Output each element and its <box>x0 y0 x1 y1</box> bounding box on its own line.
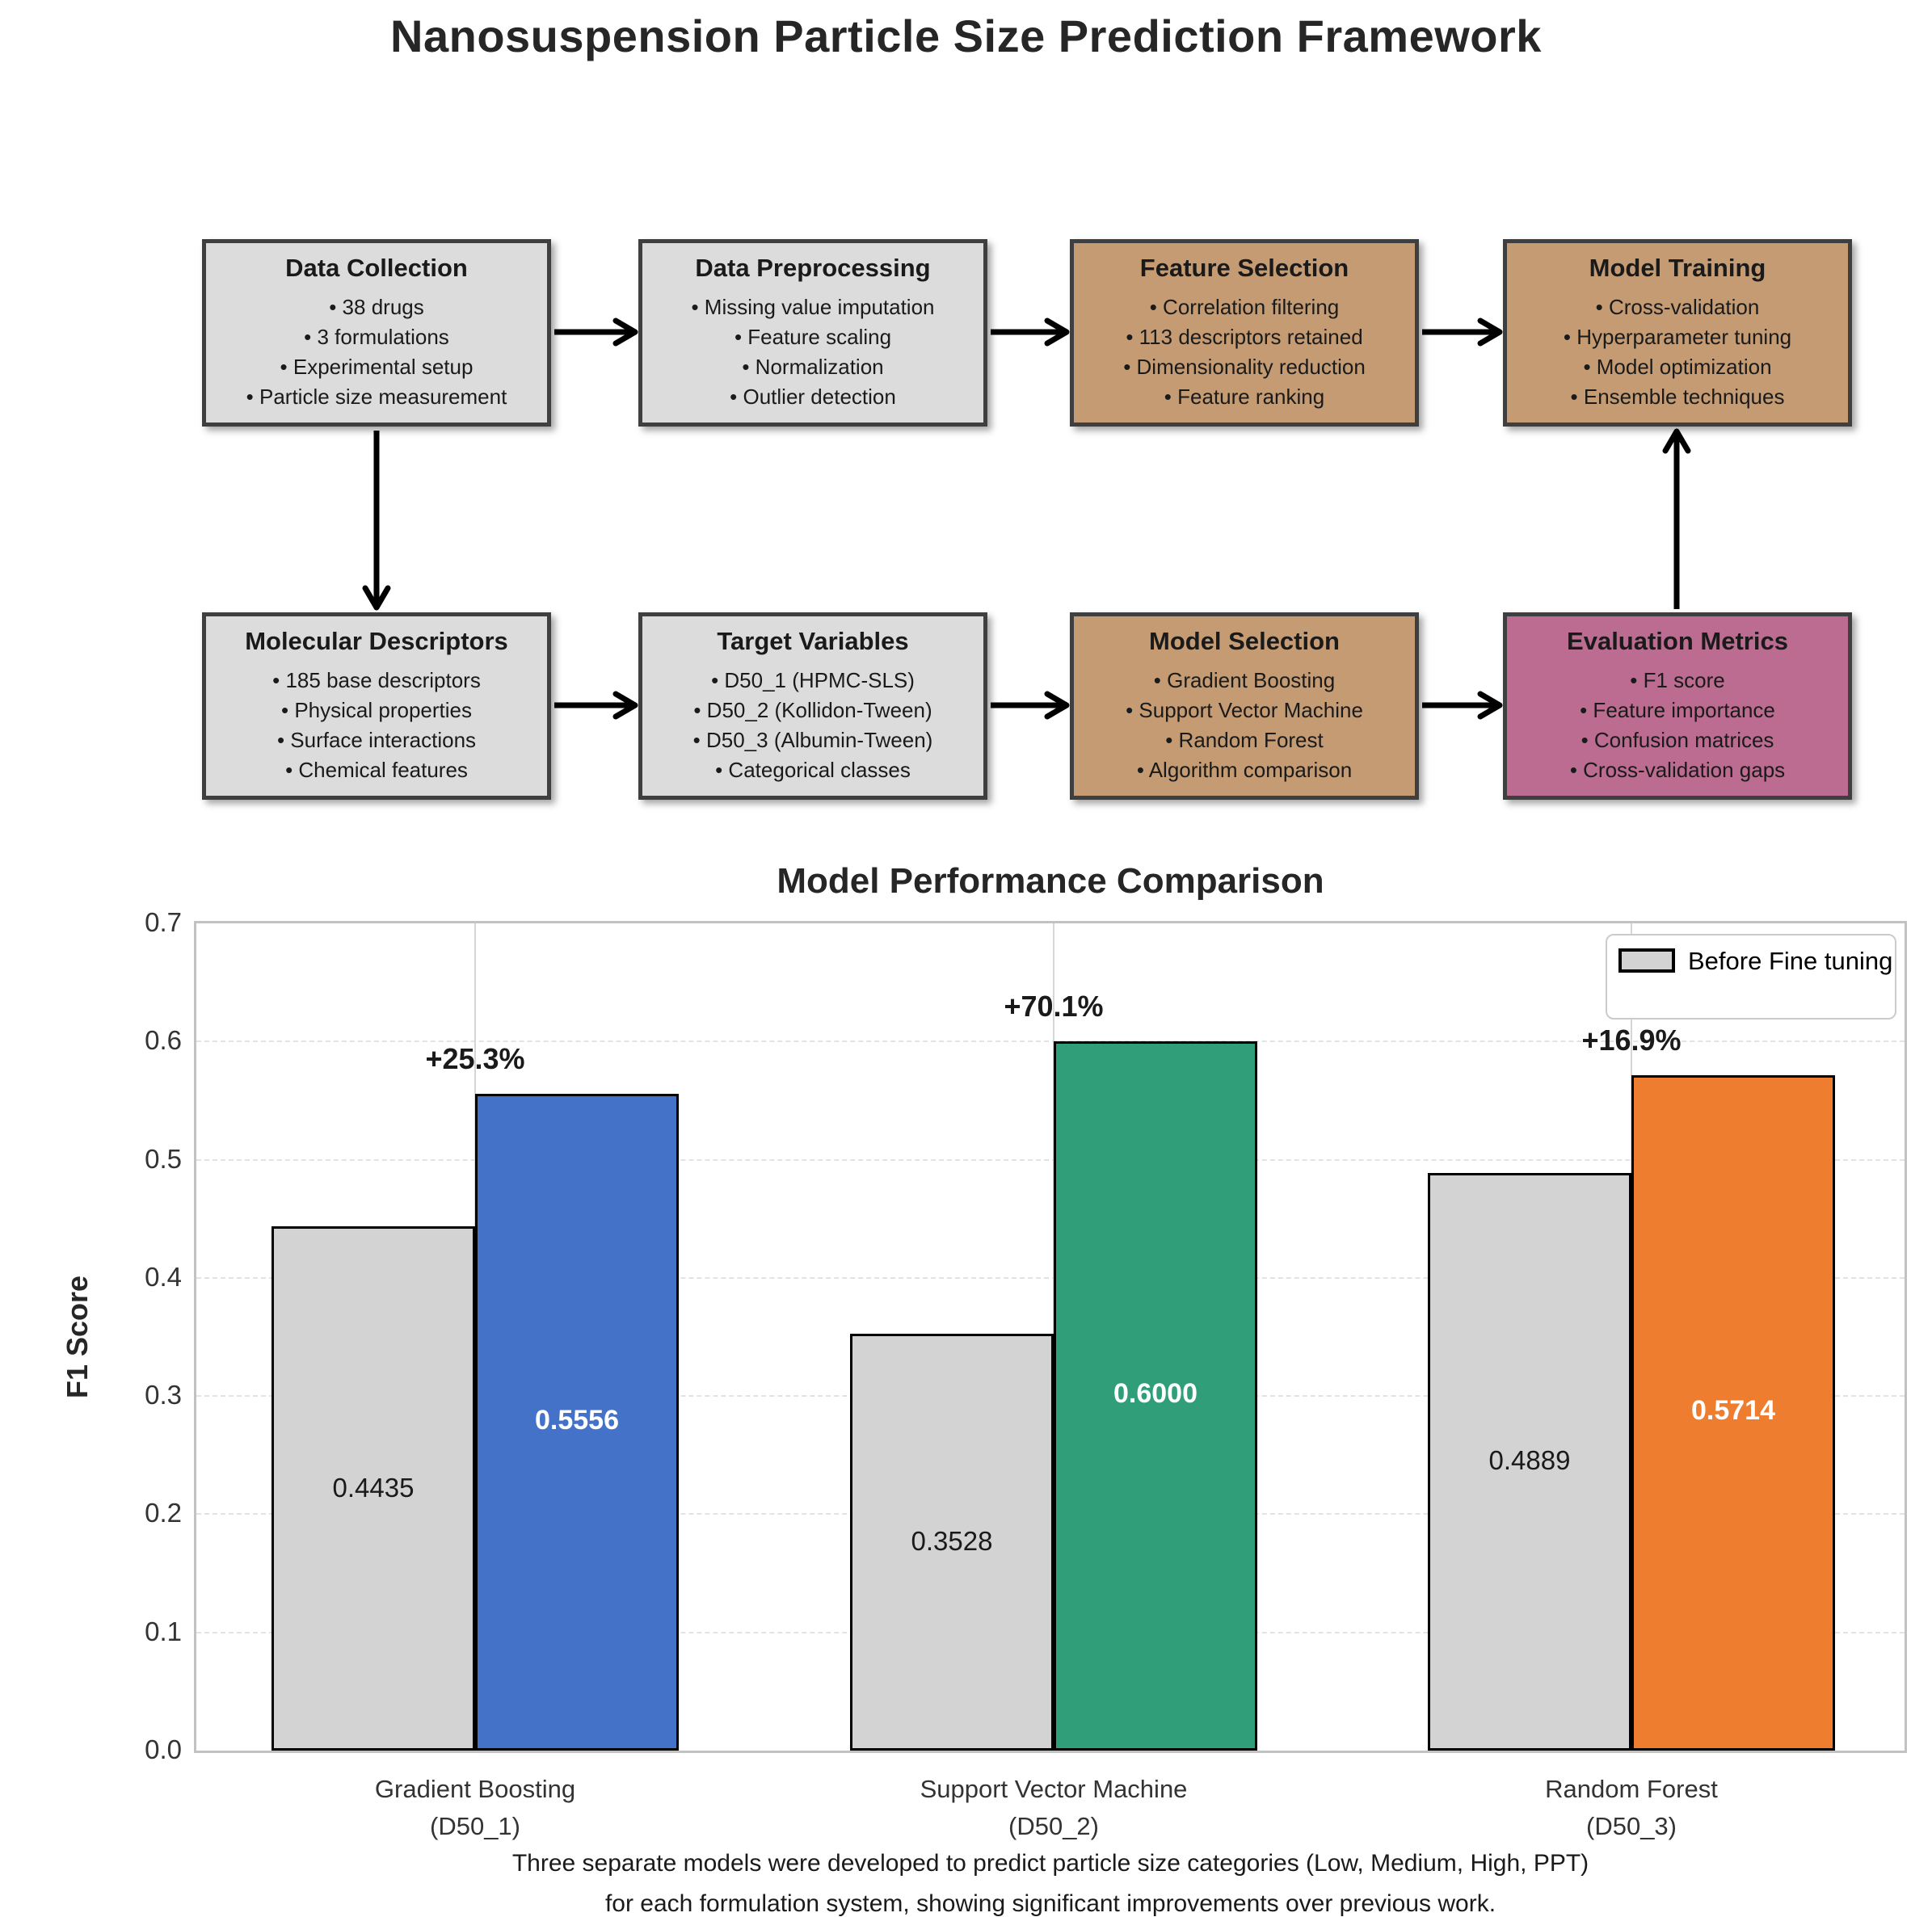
chart-title: Model Performance Comparison <box>777 861 1324 901</box>
caption-line-2: for each formulation system, showing significant improvements over previous work. <box>604 1890 1496 1917</box>
box-item: • D50_2 (Kollidon-Tween) <box>693 698 932 722</box>
box-title: Molecular Descriptors <box>245 627 508 655</box>
y-tick-label: 0.4 <box>145 1261 182 1292</box>
box-items <box>206 666 547 785</box>
legend-label: Before Fine tuning <box>1688 947 1893 975</box>
y-tick-label: 0.3 <box>145 1380 182 1410</box>
box-title: Feature Selection <box>1139 254 1349 282</box>
box-item: • Physical properties <box>281 698 472 722</box>
bar-value-label: 0.5556 <box>535 1404 619 1436</box>
y-axis-label: F1 Score <box>61 1275 94 1399</box>
box-item: • Correlation filtering <box>1149 295 1340 319</box>
box-item: • Normalization <box>742 355 884 379</box>
box-title: Model Training <box>1589 254 1766 282</box>
flowchart-box-data-preprocessing <box>638 239 987 427</box>
improvement-annotation: +70.1% <box>1004 990 1104 1024</box>
box-items <box>642 666 983 785</box>
flowchart-box-target-variables <box>638 612 987 800</box>
box-items <box>1074 666 1415 785</box>
box-title: Data Preprocessing <box>695 254 931 282</box>
x-tick-label-line: (D50_2) <box>1008 1812 1099 1840</box>
legend <box>1606 934 1896 1019</box>
box-item: • Confusion matrices <box>1581 728 1774 752</box>
box-items <box>1507 666 1848 785</box>
box-item: • Random Forest <box>1165 728 1324 752</box>
box-item: • 38 drugs <box>329 295 424 319</box>
box-title: Data Collection <box>285 254 468 282</box>
box-title: Model Selection <box>1149 627 1340 655</box>
figure-caption <box>194 1843 1907 1917</box>
box-item: • Outlier detection <box>730 385 896 409</box>
bar-value-label: 0.3528 <box>911 1525 993 1556</box>
legend-swatch-before <box>1618 948 1675 973</box>
box-item: • D50_1 (HPMC-SLS) <box>711 668 915 692</box>
x-tick-label <box>852 1771 1256 1845</box>
x-tick-label-line: Gradient Boosting <box>374 1775 576 1803</box>
box-item: • Feature ranking <box>1164 385 1325 409</box>
box-title: Evaluation Metrics <box>1567 627 1788 655</box>
box-item: • Hyperparameter tuning <box>1563 325 1792 349</box>
flowchart-box-evaluation-metrics <box>1503 612 1852 800</box>
box-item: • Experimental setup <box>280 355 474 379</box>
bar-value-label: 0.5714 <box>1691 1395 1775 1427</box>
y-tick-label: 0.6 <box>145 1025 182 1056</box>
box-item: • Cross-validation <box>1595 295 1760 319</box>
flowchart-box-feature-selection <box>1070 239 1419 427</box>
y-tick-label: 0.0 <box>145 1734 182 1764</box>
y-tick-label: 0.1 <box>145 1616 182 1646</box>
box-title: Target Variables <box>717 627 909 655</box>
figure-title: Nanosuspension Particle Size Prediction Framework <box>390 11 1542 61</box>
box-item: • Ensemble techniques <box>1570 385 1785 409</box>
flowchart-box-model-training <box>1503 239 1852 427</box>
box-item: • Surface interactions <box>276 728 477 752</box>
x-tick-label-line: (D50_1) <box>430 1812 520 1840</box>
box-item: • Chemical features <box>285 758 468 782</box>
box-items <box>206 292 547 412</box>
box-item: • 113 descriptors retained <box>1126 325 1363 349</box>
x-tick-label <box>1429 1771 1833 1845</box>
improvement-annotation: +16.9% <box>1581 1024 1682 1057</box>
box-item: • Categorical classes <box>715 758 911 782</box>
flowchart-box-data-collection <box>202 239 551 427</box>
y-tick-label: 0.2 <box>145 1498 182 1528</box>
box-item: • Dimensionality reduction <box>1123 355 1366 379</box>
box-item: • D50_3 (Albumin-Tween) <box>692 728 933 752</box>
box-item: • Cross-validation gaps <box>1569 758 1786 782</box>
box-item: • Model optimization <box>1583 355 1772 379</box>
x-tick-label <box>273 1771 677 1845</box>
caption-line-1: Three separate models were developed to predict particle size categories (Low, Medium, High, PPT) <box>511 1850 1589 1877</box>
flowchart-box-model-selection <box>1070 612 1419 800</box>
y-tick-label: 0.7 <box>145 907 182 937</box>
box-item: • Feature scaling <box>734 325 892 349</box>
box-items <box>1507 292 1848 412</box>
plot-area <box>194 921 1907 1753</box>
box-items <box>642 292 983 412</box>
improvement-annotation: +25.3% <box>425 1042 525 1076</box>
x-tick-label-line: Support Vector Machine <box>920 1775 1188 1803</box>
x-tick-label-line: Random Forest <box>1545 1775 1718 1803</box>
flowchart-box-molecular-descriptors <box>202 612 551 800</box>
box-item: • 3 formulations <box>304 325 449 349</box>
box-item: • Particle size measurement <box>246 385 507 409</box>
bar-value-label: 0.4435 <box>332 1472 415 1503</box>
box-item: • Support Vector Machine <box>1126 698 1363 722</box>
x-tick-label-line: (D50_3) <box>1586 1812 1677 1840</box>
box-item: • F1 score <box>1630 668 1725 692</box>
bar-value-label: 0.4889 <box>1488 1445 1571 1476</box>
box-item: • Gradient Boosting <box>1153 668 1336 692</box>
box-item: • Algorithm comparison <box>1136 758 1353 782</box>
y-tick-label: 0.5 <box>145 1143 182 1174</box>
box-item: • 185 base descriptors <box>272 668 481 692</box>
bar-value-label: 0.6000 <box>1113 1378 1198 1410</box>
box-item: • Feature importance <box>1580 698 1775 722</box>
box-items <box>1074 292 1415 412</box>
box-item: • Missing value imputation <box>691 295 935 319</box>
